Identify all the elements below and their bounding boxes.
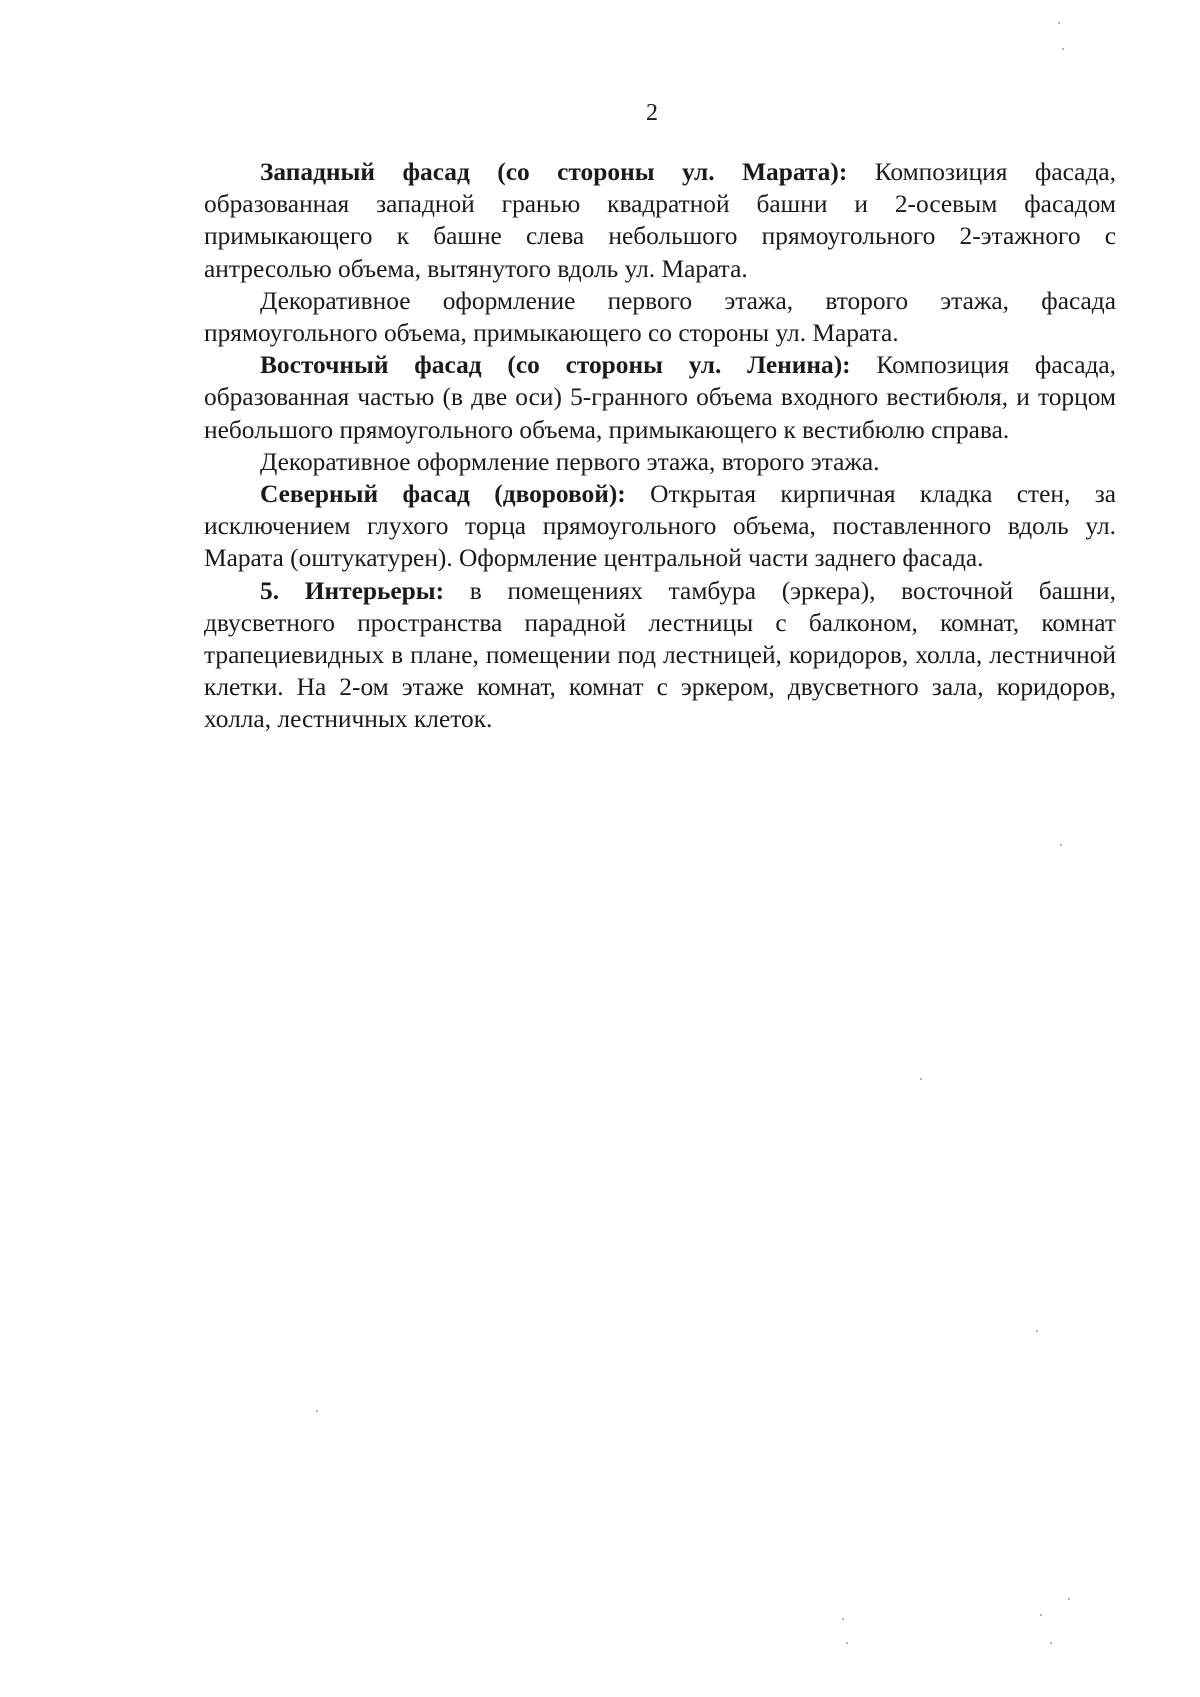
paragraph-text: Открытая кирпичная кладка стен, за исключением глухого торца прямоугольного объема, поставленного вдоль ул. Марата (оштукатурен). Оформление центральной части заднего фасада. [204, 480, 1116, 573]
scan-speck [1060, 844, 1062, 846]
scan-speck [842, 1618, 844, 1620]
paragraph-heading: 5. Интерьеры: [260, 576, 445, 605]
paragraph-east-facade [204, 349, 1116, 446]
page-number: 2 [646, 100, 658, 126]
scan-speck [1050, 1642, 1052, 1644]
scan-speck [920, 1078, 922, 1080]
paragraph-north-facade [204, 478, 1116, 575]
document-body [204, 156, 1116, 736]
paragraph-heading: Северный фасад (дворовой): [260, 480, 626, 509]
scan-speck [316, 1410, 318, 1412]
scan-speck [1062, 48, 1064, 50]
paragraph-text: в помещениях тамбура (эркера), восточной башни, двусветного пространства парадной лестницы с балконом, комнат, комнат трапециевидных в плане, помещении под лестницей, коридоров, холла, лестничной клетки. На 2-ом этаже комнат, комнат с эркером, двусветного зала, коридоров, холла, лестничных клеток. [204, 576, 1116, 734]
scan-speck [1068, 1598, 1070, 1600]
paragraph-east-decoration [204, 446, 1116, 478]
scan-speck [1040, 1614, 1042, 1616]
paragraph-west-facade [204, 156, 1116, 285]
paragraph-text: Декоративное оформление первого этажа, второго этажа, фасада прямоугольного объема, примыкающего со стороны ул. Марата. [204, 286, 1116, 348]
paragraph-heading: Восточный фасад (со стороны ул. Ленина): [260, 351, 851, 380]
scan-speck [1058, 22, 1060, 24]
scan-speck [1036, 1330, 1038, 1332]
paragraph-text: Композиция фасада, образованная частью (в две оси) 5-гранного объема входного вестибюля, и торцом небольшого прямоугольного объема, примыкающего к вестибюлю справа. [204, 351, 1116, 444]
paragraph-text: Композиция фасада, образованная западной гранью квадратной башни и 2-осевым фасадом примыкающего к башне слева небольшого прямоугольного 2-этажного с антресолью объема, вытянутого вдоль ул. Марата. [204, 158, 1116, 283]
paragraph-heading: Западный фасад (со стороны ул. Марата): [260, 158, 848, 186]
paragraph-text: Декоративное оформление первого этажа, второго этажа. [260, 447, 880, 476]
paragraph-interiors [204, 575, 1116, 736]
scan-speck [846, 1642, 848, 1644]
paragraph-west-decoration [204, 285, 1116, 349]
